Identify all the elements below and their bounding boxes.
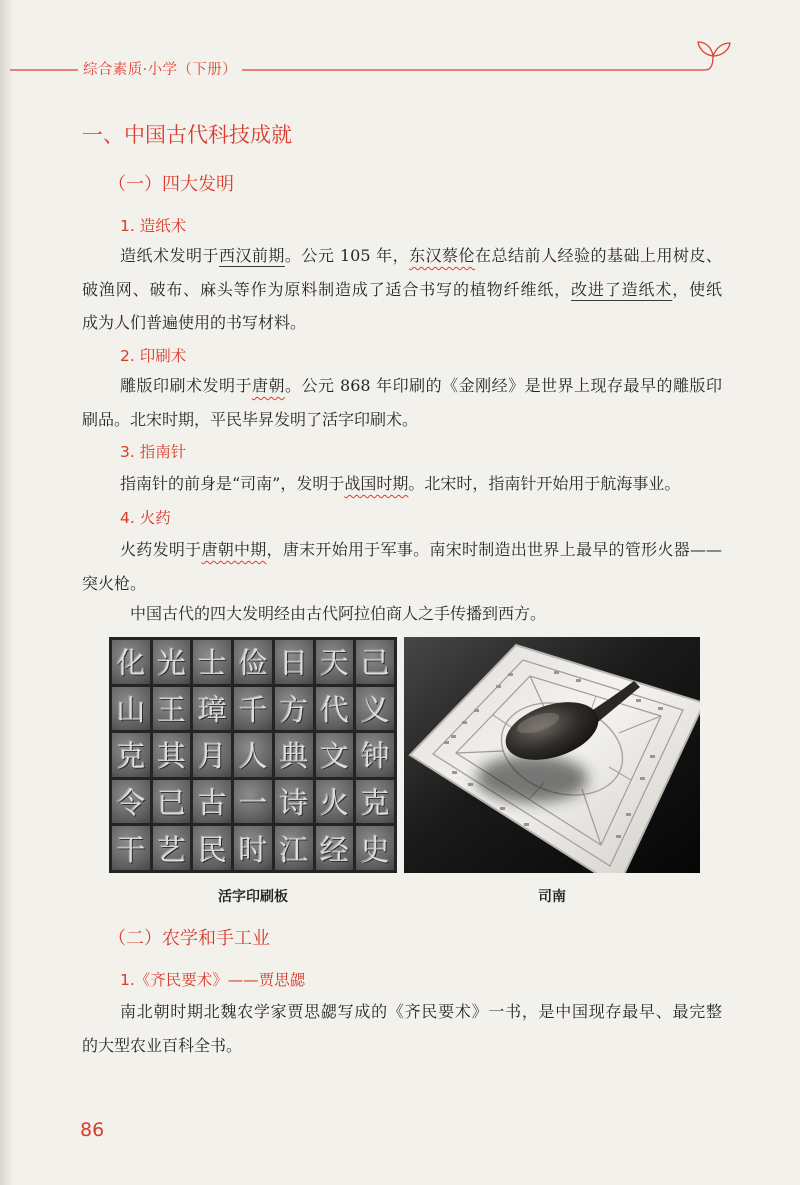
type-block: 方 (275, 687, 313, 731)
text-segment: 突火枪。 (82, 573, 147, 593)
underlined-term: 西汉前期 (218, 246, 285, 265)
type-block: 山 (112, 687, 150, 731)
type-block: 千 (234, 687, 272, 731)
type-block: 王 (153, 687, 191, 731)
page-number: 86 (80, 1119, 105, 1141)
type-block: 天 (316, 640, 354, 684)
paragraph-line: 中国古代的四大发明经由古代阿拉伯商人之手传播到西方。 (130, 604, 547, 623)
paragraph-line (82, 403, 722, 437)
text-segment: 南北朝时期北魏农学家贾思勰写成的《齐民要术》一书，是中国现存最早、最完整 (120, 1002, 722, 1021)
type-block: 克 (356, 780, 394, 824)
type-block: 干 (112, 826, 150, 870)
type-block: 火 (316, 780, 354, 824)
underlined-term: 东汉蔡伦 (409, 246, 476, 265)
type-block: 古 (193, 780, 231, 824)
text-segment: ，唐末开始用于军事。南宋时制造出世界上最早的管形火器—— (266, 540, 722, 559)
type-block: 令 (112, 780, 150, 824)
item-title: 4. 火药 (120, 509, 171, 527)
type-block: 俭 (234, 640, 272, 684)
type-board-photo (109, 637, 397, 873)
page-edge-shadow (0, 0, 14, 1185)
chapter-heading: 一、中国古代科技成就 (82, 123, 292, 147)
underlined-term: 战国时期 (344, 474, 409, 493)
text-segment: 。北宋时，指南针开始用于航海事业。 (408, 474, 681, 493)
item-title: 1.《齐民要术》——贾思勰 (120, 971, 306, 989)
type-block: 化 (112, 640, 150, 684)
text-segment: 。公元 868 年印刷的《金刚经》是世界上现存最早的雕版印 (284, 376, 722, 395)
item-title: 3. 指南针 (120, 443, 187, 461)
figure-caption: 司南 (538, 889, 566, 905)
text-segment: 刷品。北宋时期，平民毕昇发明了活字印刷术。 (82, 409, 419, 429)
paragraph-line (82, 467, 722, 501)
type-block: 璋 (193, 687, 231, 731)
text-segment: 指南针的前身是“司南”，发明于 (120, 474, 345, 493)
type-block: 江 (275, 826, 313, 870)
type-block: 光 (153, 640, 191, 684)
section-title: （一）四大发明 (108, 174, 234, 195)
text-segment: 的大型农业百科全书。 (82, 1035, 243, 1055)
type-block: 艺 (153, 826, 191, 870)
paragraph-line (82, 995, 722, 1029)
paragraph (82, 533, 722, 600)
paragraph-line (82, 533, 722, 567)
item-title: 1. 造纸术 (120, 217, 187, 235)
type-block: 义 (356, 687, 394, 731)
paragraph-line (82, 239, 722, 273)
type-block: 文 (316, 733, 354, 777)
type-block: 已 (153, 780, 191, 824)
paragraph (82, 239, 722, 340)
item-title: 2. 印刷术 (120, 347, 187, 365)
type-block: 代 (316, 687, 354, 731)
type-block: 钟 (356, 733, 394, 777)
type-block: 其 (153, 733, 191, 777)
text-segment: 破渔网、破布、麻头等作为原料制造成了适合书写的植物纤维纸， (82, 279, 572, 299)
sprout-icon (698, 42, 730, 56)
paragraph-line (82, 369, 722, 403)
type-block: 史 (356, 826, 394, 870)
paragraph-line (82, 273, 722, 307)
closing-paragraph (82, 597, 722, 631)
type-block: 月 (193, 733, 231, 777)
type-block: 人 (234, 733, 272, 777)
compass-photo (404, 637, 700, 873)
type-block: 典 (275, 733, 313, 777)
spoon-shadow (476, 755, 588, 803)
type-block: 时 (234, 826, 272, 870)
underlined-term: 唐朝 (251, 376, 285, 395)
type-block: 士 (193, 640, 231, 684)
paragraph-line (82, 567, 722, 601)
header-title: 综合素质·小学（下册） (78, 61, 242, 79)
type-block: 己 (356, 640, 394, 684)
type-block: 诗 (275, 780, 313, 824)
figure-caption: 活字印刷板 (218, 889, 288, 905)
paragraph-line (82, 306, 722, 340)
type-block: 日 (275, 640, 313, 684)
type-block: 克 (112, 733, 150, 777)
text-segment: 成为人们普遍使用的书写材料。 (82, 313, 307, 332)
type-block: 民 (193, 826, 231, 870)
paragraph (82, 995, 722, 1062)
text-segment: 。公元 105 年， (284, 246, 410, 265)
section-title: （二）农学和手工业 (108, 928, 270, 949)
type-block: 一 (234, 780, 272, 824)
text-segment: 在总结前人经验的基础上用树皮、 (475, 246, 722, 265)
text-segment: 雕版印刷术发明于 (120, 376, 252, 395)
text-segment: ，使纸 (672, 279, 722, 299)
type-block: 经 (316, 826, 354, 870)
paragraph (82, 467, 722, 501)
underlined-term: 唐朝中期 (201, 540, 267, 559)
paragraph-line (82, 1029, 722, 1063)
text-segment: 造纸术发明于 (120, 246, 219, 265)
text-segment: 火药发明于 (120, 540, 202, 559)
underlined-term: 改进了造纸术 (571, 279, 673, 299)
paragraph (82, 369, 722, 436)
